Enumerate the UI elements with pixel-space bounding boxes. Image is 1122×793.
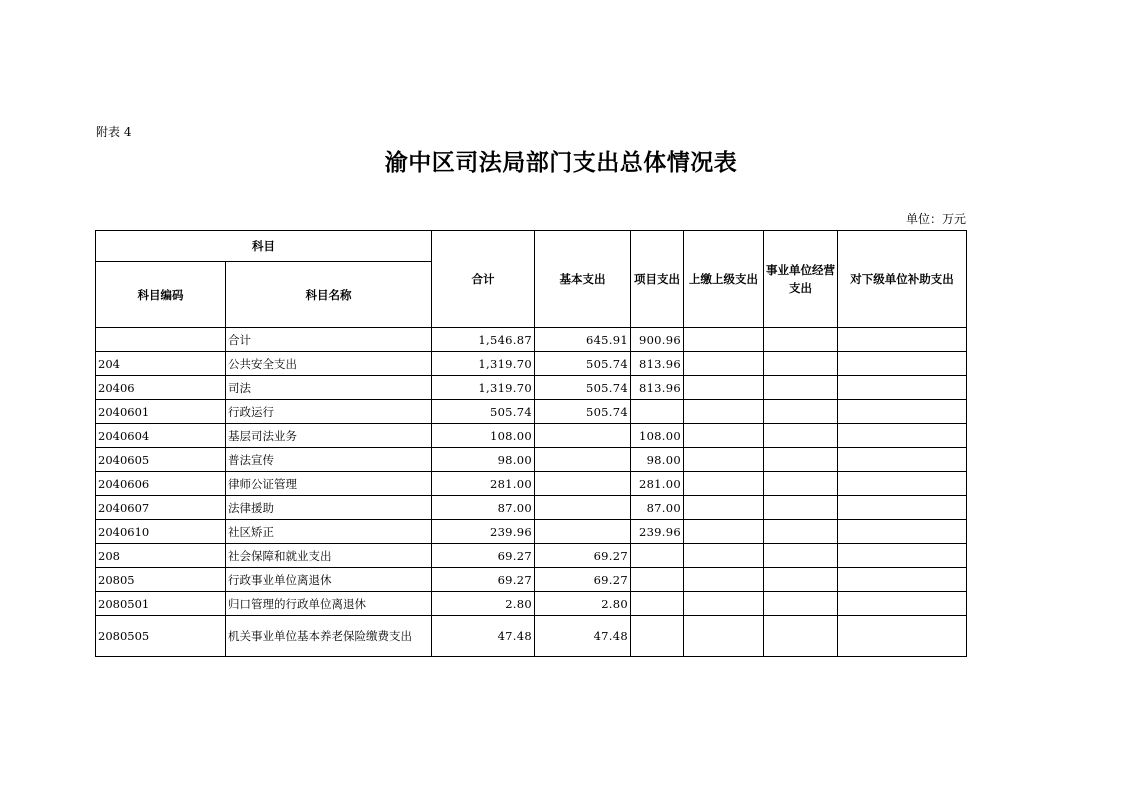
subject-name-cell: 社会保障和就业支出 [226, 544, 432, 568]
subject-name-cell: 社区矫正 [226, 520, 432, 544]
business-cell [764, 616, 838, 657]
total-cell: 47.48 [432, 616, 535, 657]
total-cell: 239.96 [432, 520, 535, 544]
basic-cell: 505.74 [535, 400, 631, 424]
subject-code-cell: 2040606 [96, 472, 226, 496]
project-cell: 87.00 [631, 496, 684, 520]
business-cell [764, 328, 838, 352]
header-subject-group: 科目 [96, 231, 432, 262]
header-business: 事业单位经营支出 [764, 231, 838, 328]
total-cell: 1,546.87 [432, 328, 535, 352]
business-cell [764, 424, 838, 448]
subject-code-cell [96, 328, 226, 352]
expense-table [95, 230, 967, 657]
total-cell: 98.00 [432, 448, 535, 472]
subject-name-cell: 归口管理的行政单位离退休 [226, 592, 432, 616]
project-cell [631, 568, 684, 592]
upper-payment-cell [684, 400, 764, 424]
subsidy-cell [838, 520, 967, 544]
business-cell [764, 568, 838, 592]
subject-code-cell: 2080505 [96, 616, 226, 657]
subject-name-cell: 法律援助 [226, 496, 432, 520]
table-row [96, 424, 967, 448]
header-row [96, 231, 967, 262]
subject-code-cell: 2040605 [96, 448, 226, 472]
subsidy-cell [838, 424, 967, 448]
upper-payment-cell [684, 496, 764, 520]
table-row [96, 496, 967, 520]
unit-label: 单位：万元 [905, 212, 966, 226]
basic-cell: 47.48 [535, 616, 631, 657]
table-row [96, 472, 967, 496]
subsidy-cell [838, 472, 967, 496]
subject-code-cell: 2040607 [96, 496, 226, 520]
subject-code-cell: 204 [96, 352, 226, 376]
total-cell: 281.00 [432, 472, 535, 496]
page-title: 渝中区司法局部门支出总体情况表 [384, 150, 738, 176]
business-cell [764, 376, 838, 400]
header-total: 合计 [432, 231, 535, 328]
basic-cell: 505.74 [535, 376, 631, 400]
header-project: 项目支出 [631, 231, 684, 328]
subsidy-cell [838, 544, 967, 568]
table-row [96, 616, 967, 657]
subsidy-cell [838, 616, 967, 657]
subsidy-cell [838, 496, 967, 520]
table-row [96, 376, 967, 400]
basic-cell: 69.27 [535, 568, 631, 592]
business-cell [764, 520, 838, 544]
upper-payment-cell [684, 568, 764, 592]
total-cell: 87.00 [432, 496, 535, 520]
subject-name-cell: 普法宣传 [226, 448, 432, 472]
upper-payment-cell [684, 616, 764, 657]
project-cell: 98.00 [631, 448, 684, 472]
table-row [96, 400, 967, 424]
business-cell [764, 496, 838, 520]
subsidy-cell [838, 592, 967, 616]
business-cell [764, 472, 838, 496]
table-row [96, 592, 967, 616]
project-cell: 239.96 [631, 520, 684, 544]
header-basic: 基本支出 [535, 231, 631, 328]
subject-name-cell: 机关事业单位基本养老保险缴费支出 [226, 616, 432, 657]
subject-name-cell: 基层司法业务 [226, 424, 432, 448]
subsidy-cell [838, 352, 967, 376]
upper-payment-cell [684, 448, 764, 472]
total-cell: 1,319.70 [432, 376, 535, 400]
basic-cell [535, 424, 631, 448]
basic-cell: 2.80 [535, 592, 631, 616]
business-cell [764, 400, 838, 424]
subject-name-cell: 行政运行 [226, 400, 432, 424]
project-cell [631, 400, 684, 424]
business-cell [764, 592, 838, 616]
total-cell: 505.74 [432, 400, 535, 424]
subject-code-cell: 20805 [96, 568, 226, 592]
project-cell: 813.96 [631, 352, 684, 376]
basic-cell [535, 472, 631, 496]
header-subsidy: 对下级单位补助支出 [838, 231, 967, 328]
table-row [96, 544, 967, 568]
total-cell: 108.00 [432, 424, 535, 448]
total-cell: 69.27 [432, 544, 535, 568]
project-cell: 108.00 [631, 424, 684, 448]
subject-code-cell: 2040604 [96, 424, 226, 448]
project-cell: 900.96 [631, 328, 684, 352]
project-cell: 281.00 [631, 472, 684, 496]
business-cell [764, 544, 838, 568]
upper-payment-cell [684, 424, 764, 448]
header-subject-name: 科目名称 [226, 262, 432, 328]
appendix-label: 附表 4 [96, 125, 132, 139]
business-cell [764, 448, 838, 472]
subject-name-cell: 合计 [226, 328, 432, 352]
subsidy-cell [838, 328, 967, 352]
basic-cell [535, 520, 631, 544]
project-cell [631, 616, 684, 657]
basic-cell: 645.91 [535, 328, 631, 352]
upper-payment-cell [684, 352, 764, 376]
subsidy-cell [838, 376, 967, 400]
basic-cell: 69.27 [535, 544, 631, 568]
table-body [96, 328, 967, 657]
upper-payment-cell [684, 520, 764, 544]
subject-code-cell: 2040601 [96, 400, 226, 424]
table-row [96, 448, 967, 472]
subject-code-cell: 2080501 [96, 592, 226, 616]
total-cell: 2.80 [432, 592, 535, 616]
subject-code-cell: 208 [96, 544, 226, 568]
subsidy-cell [838, 568, 967, 592]
project-cell [631, 592, 684, 616]
project-cell: 813.96 [631, 376, 684, 400]
header-upper-payment: 上缴上级支出 [684, 231, 764, 328]
basic-cell [535, 448, 631, 472]
table-row [96, 568, 967, 592]
header-subject-code: 科目编码 [96, 262, 226, 328]
subsidy-cell [838, 448, 967, 472]
subject-name-cell: 行政事业单位离退休 [226, 568, 432, 592]
table-row [96, 328, 967, 352]
subject-code-cell: 2040610 [96, 520, 226, 544]
subject-name-cell: 公共安全支出 [226, 352, 432, 376]
project-cell [631, 544, 684, 568]
subject-name-cell: 司法 [226, 376, 432, 400]
upper-payment-cell [684, 472, 764, 496]
subject-code-cell: 20406 [96, 376, 226, 400]
basic-cell: 505.74 [535, 352, 631, 376]
upper-payment-cell [684, 544, 764, 568]
subject-name-cell: 律师公证管理 [226, 472, 432, 496]
table-row [96, 520, 967, 544]
subsidy-cell [838, 400, 967, 424]
upper-payment-cell [684, 592, 764, 616]
business-cell [764, 352, 838, 376]
total-cell: 1,319.70 [432, 352, 535, 376]
upper-payment-cell [684, 376, 764, 400]
basic-cell [535, 496, 631, 520]
upper-payment-cell [684, 328, 764, 352]
table-row [96, 352, 967, 376]
total-cell: 69.27 [432, 568, 535, 592]
